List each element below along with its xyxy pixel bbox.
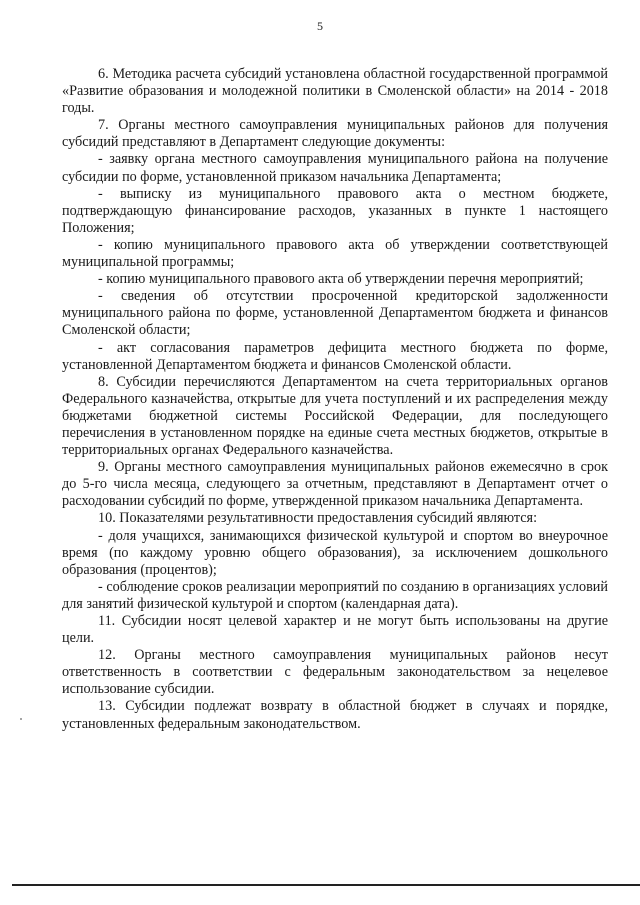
paragraph-13: 13. Субсидии подлежат возврату в областной бюджет в случаях и порядке, установленных федеральным законодательством.: [62, 698, 608, 732]
list-item-debt-info: - сведения об отсутствии просроченной кредиторской задолженности муниципального района по форме, установленной Департаментом бюджета и финансов Смоленской области;: [62, 288, 608, 339]
paragraph-7: 7. Органы местного самоуправления муниципальных районов для получения субсидий представляют в Департамент следующие документы:: [62, 117, 608, 151]
paragraph-9: 9. Органы местного самоуправления муниципальных районов ежемесячно в срок до 5-го числа месяца, следующего за отчетным, представляют в Департамент отчет о расходовании субсидий по форме, утвержденной приказом начальника Департамента.: [62, 459, 608, 510]
document-body: [62, 66, 608, 733]
paragraph-8: 8. Субсидии перечисляются Департаментом на счета территориальных органов Федерального казначейства, открытые для учета поступлений и их распределения между бюджетами бюджетной системы Российской Федерации, для последующего перечисления в установленном порядке на единые счета местных бюджетов, открытые в территориальных органах Федерального казначейства.: [62, 373, 608, 459]
paragraph-11: 11. Субсидии носят целевой характер и не могут быть использованы на другие цели.: [62, 613, 608, 647]
scan-speck: [20, 718, 22, 720]
paragraph-10: 10. Показателями результативности предоставления субсидий являются:: [98, 510, 538, 527]
list-item-program-copy: - копию муниципального правового акта об утверждении соответствующей муниципальной программы;: [62, 236, 608, 271]
paragraph-12: 12. Органы местного самоуправления муниципальных районов несут ответственность в соответствии с федеральным законодательством за нецелевое использование субсидии.: [62, 647, 608, 698]
list-item-deficit-act: - акт согласования параметров дефицита местного бюджета по форме, установленной Департаментом бюджета и финансов Смоленской области.: [62, 339, 608, 373]
list-item-students-share: - доля учащихся, занимающихся физической культурой и спортом во внеурочное время (по каждому уровню общего образования), за исключением дошкольного образования (процентов);: [62, 527, 608, 578]
list-item-activities-copy: - копию муниципального правового акта об утверждении перечня мероприятий;: [98, 271, 584, 288]
list-item-deadlines: - соблюдение сроков реализации мероприятий по созданию в организациях условий для занятий физической культурой и спортом (календарная дата).: [62, 578, 608, 612]
list-item-application: - заявку органа местного самоуправления муниципального района на получение субсидии по форме, установленной приказом начальника Департамента;: [62, 151, 608, 185]
paragraph-6: 6. Методика расчета субсидий установлена областной государственной программой «Развитие образования и молодежной политики в Смоленской области» на 2014 - 2018 годы.: [62, 66, 608, 117]
bottom-rule: [12, 884, 640, 886]
list-item-budget-extract: - выписку из муниципального правового акта о местном бюджете, подтверждающую финансирование расходов, указанных в пункте 1 настоящего Положения;: [62, 185, 608, 236]
page-number: 5: [317, 19, 323, 33]
